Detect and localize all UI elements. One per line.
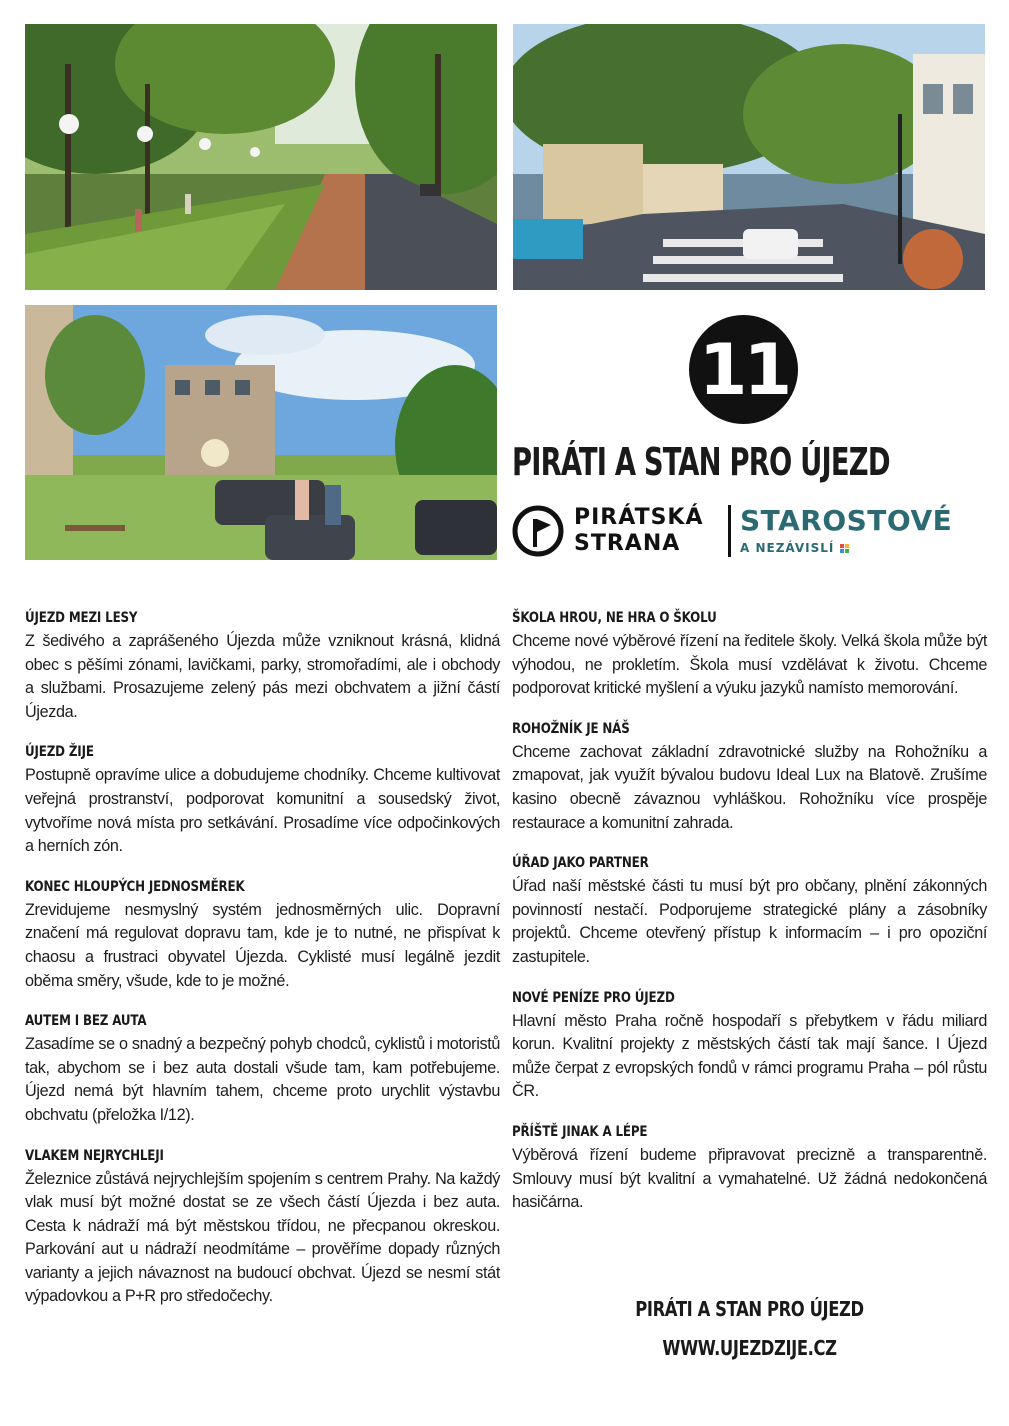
section-text: Z šedivého a zaprášeného Újezda může vzniknout krásná, klidná obec s pěšími zónami, lavičkami, parky, stromořadími, ale i obchody a službami. Prosazujeme zelený pás mezi obchvatem a jižní částí Újezda. — [25, 632, 500, 721]
section-title: ROHOŽNÍK JE NÁŠ — [512, 720, 630, 737]
section-text: Úřad naší městské části tu musí být pro občany, plnění zákonných povinností nestačí. Podporujeme strategické plány a zásobníky projektů. Chceme otevřený přístup k informacím – i pro opoziční zastupitele. — [512, 877, 987, 966]
section-title: PŘÍŠTĚ JINAK A LÉPE — [512, 1123, 648, 1140]
section-text: Železnice zůstává nejrychlejším spojením s centrem Prahy. Na každý vlak musí být možné dostat se ze všech částí Újezda i bez auta. Cesta k nádraží má být městskou třídou, ne přecpanou okreskou. Parkování aut u nádraží neodmítáme – prověříme dopady různých varianty a jejich návaznost na budoucí obchvat. Újezd se nesmí stát výpadovkou a P+R pro středočechy. — [25, 1169, 500, 1306]
section-text: Chceme zachovat základní zdravotnické služby na Rohožníku a zmapovat, jak využít bývalou budovu Ideal Lux na Blatově. Zrušíme kasino obecně závaznou vyhláškou. Rohožníku více prospěje restaurace a komunitní zahrada. — [512, 742, 987, 832]
campaign-headline: PIRÁTI A STAN PRO ÚJEZD — [512, 440, 890, 484]
section-vlakem-nejrychleji — [25, 1148, 500, 1310]
section-title: NOVÉ PENÍZE PRO ÚJEZD — [512, 989, 675, 1006]
left-column — [25, 610, 500, 1329]
pirate-flag-logo-icon — [512, 505, 564, 557]
pirate-party-logo — [512, 503, 722, 559]
logo-divider — [728, 505, 731, 557]
park-parking-photo — [25, 305, 497, 560]
section-ujezd-zije — [25, 744, 500, 858]
section-title: VLAKEM NEJRYCHLEJI — [25, 1147, 164, 1164]
section-title: ÚJEZD MEZI LESY — [25, 610, 138, 626]
pirate-party-name: PIRÁTSKÁ STRANA — [574, 505, 704, 556]
section-title: ÚJEZD ŽIJE — [25, 744, 94, 761]
section-urad-jako-partner — [512, 855, 987, 969]
section-ujezd-mezi-lesy — [25, 610, 500, 724]
section-konec-jednosmerek — [25, 879, 500, 993]
section-priste-jinak — [512, 1124, 987, 1215]
section-text: Postupně opravíme ulice a dobudujeme chodníky. Chceme kultivovat veřejná prostranství, podporovat komunitní a sousedský život, vytvoříme nová místa pro setkávání. Prosadíme více odpočinkových a herních zón. — [25, 766, 500, 856]
stan-color-squares-icon — [840, 544, 849, 553]
stan-logo — [740, 505, 990, 561]
section-title: ÚŘAD JAKO PARTNER — [512, 855, 649, 872]
right-column — [512, 610, 987, 1235]
street-crossing-photo — [513, 24, 985, 290]
section-title: ŠKOLA HROU, NE HRA O ŠKOLU — [512, 610, 717, 626]
section-autem-i-bez-auta — [25, 1013, 500, 1127]
list-number-badge: 11 — [689, 315, 798, 424]
section-text: Výběrová řízení budeme připravovat precizně a transparentně. Smlouvy musí být kvalitní a vymahatelné. Už žádná nedokončená hasičárna. — [512, 1145, 987, 1212]
section-text: Hlavní město Praha ročně hospodaří s přebytkem v řádu miliard korun. Kvalitní projekty z městských částí tak mají šance. I Újezd může čerpat z evropských fondů v rámci programu Praha – pól růstu ČR. — [512, 1011, 987, 1101]
section-text: Chceme nové výběrové řízení na ředitele školy. Velká škola může být výhodou, ne prokletím. Škola musí vzdělávat k životu. Chceme podporovat kritické myšlení a výuku jazyků namísto memorování. — [512, 632, 987, 698]
section-title: KONEC HLOUPÝCH JEDNOSMĚREK — [25, 878, 245, 895]
footer — [512, 1296, 987, 1374]
footer-slogan: PIRÁTI A STAN PRO ÚJEZD — [635, 1297, 864, 1321]
section-text: Zrevidujeme nesmyslný systém jednosměrných ulic. Dopravní značení má regulovat dopravu tam, kde je to nutné, ne přispívat k chaosu a frustraci obyvatel Újezda. Cyklisté musí legálně jezdit oběma směry, všude, kde to je možné. — [25, 900, 500, 990]
stan-logo-main: STAROSTOVÉ — [740, 504, 953, 537]
footer-website[interactable]: WWW.UJEZDZIJE.CZ — [662, 1336, 837, 1360]
section-title: AUTEM I BEZ AUTA — [25, 1013, 147, 1030]
section-text: Zasadíme se o snadný a bezpečný pohyb chodců, cyklistů i motoristů tak, abychom se i bez auta dostali všude tam, kam potřebujeme. Újezd nemá být hlavním tahem, chceme proto urychlit výstavbu obchvatu (přeložka I/12). — [25, 1035, 500, 1124]
stan-logo-sub: A NEZÁVISLÍ — [740, 541, 990, 555]
section-skola-hrou — [512, 610, 987, 701]
section-nove-penize — [512, 990, 987, 1104]
section-rohoznik — [512, 721, 987, 835]
forest-boulevard-photo — [25, 24, 497, 290]
